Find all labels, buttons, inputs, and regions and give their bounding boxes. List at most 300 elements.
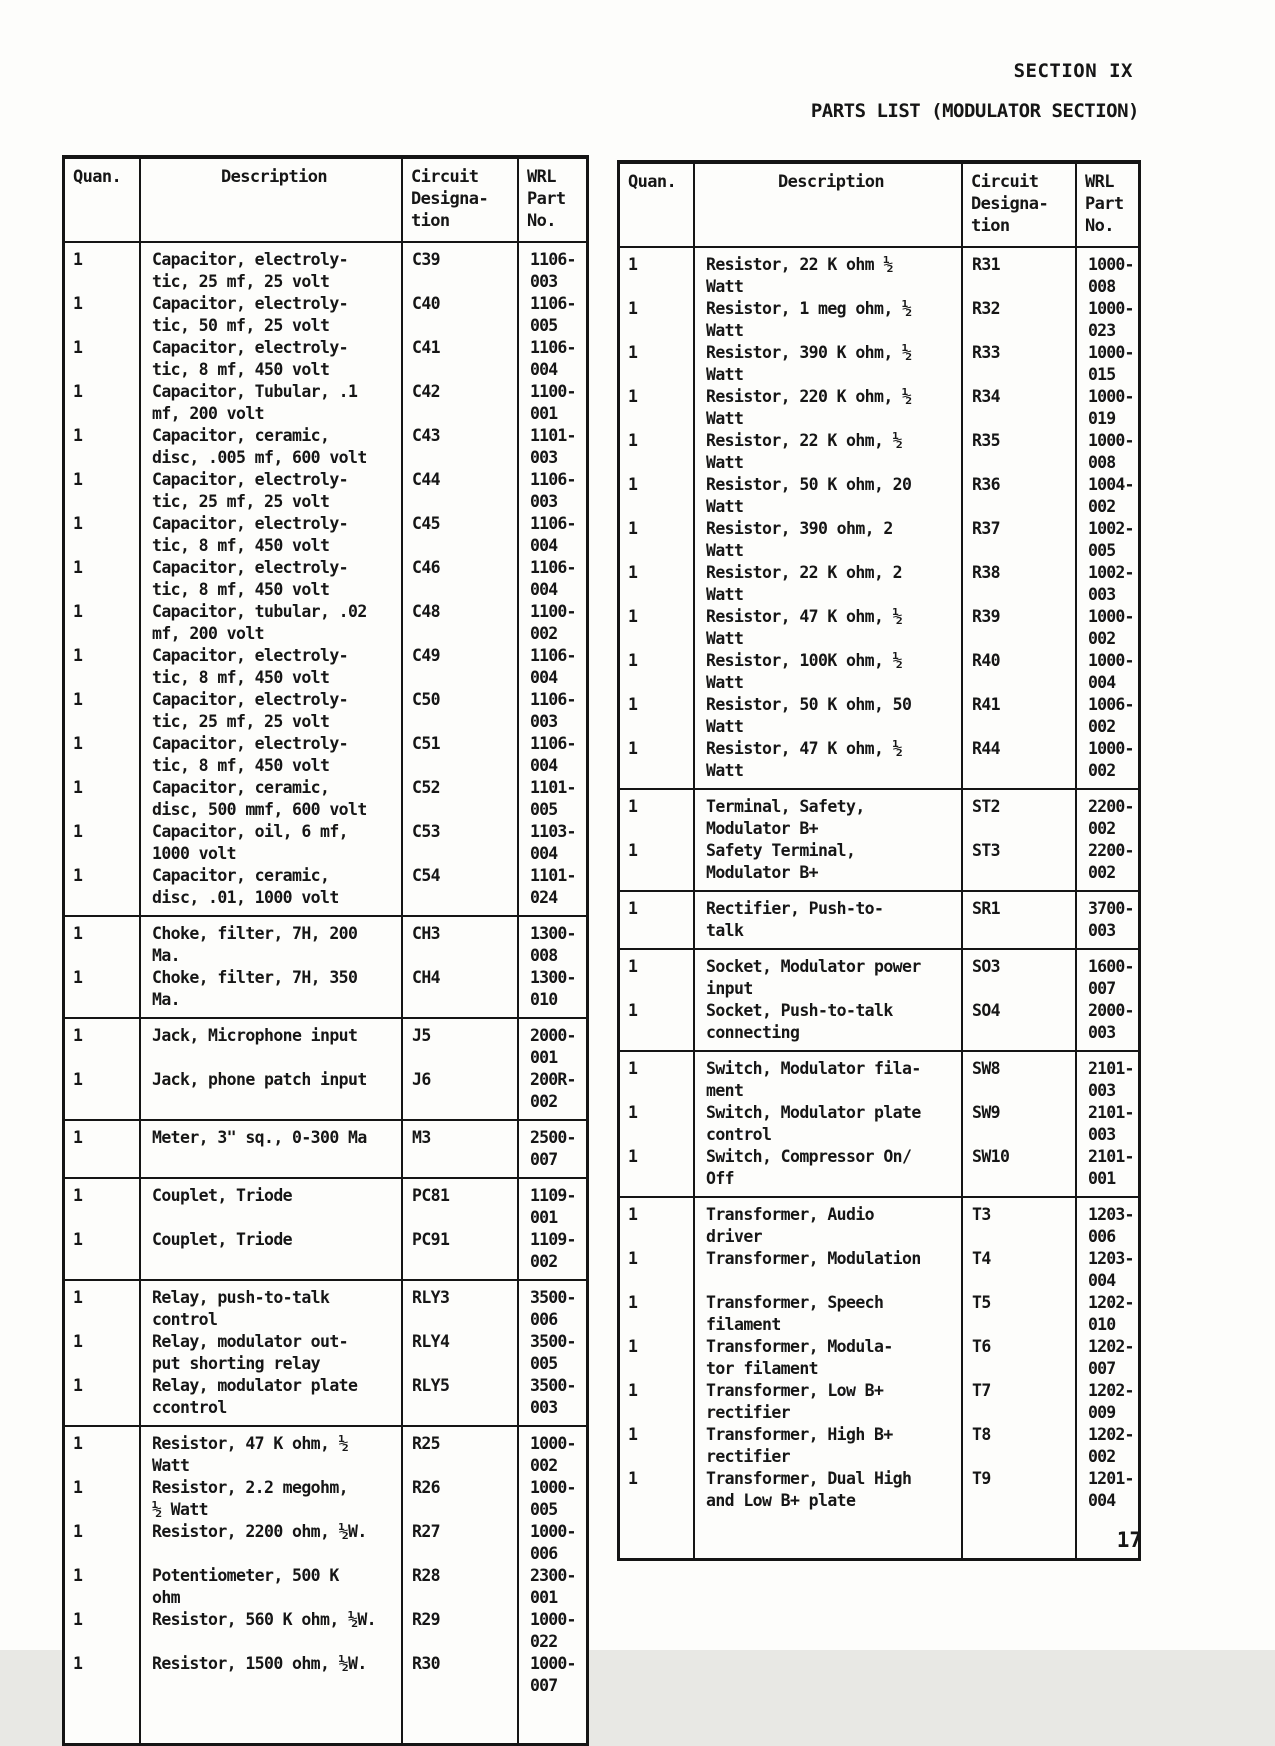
part-number-cell: 1203-006	[1076, 1197, 1140, 1248]
description-cell: Resistor, 1 meg ohm, ½ Watt	[694, 298, 962, 342]
parts-group	[64, 1120, 588, 1178]
quantity-cell: 1	[628, 797, 638, 816]
table-row	[64, 645, 588, 689]
parts-group	[619, 1051, 1140, 1197]
circuit-designation-cell: SO4	[962, 1000, 1076, 1051]
description-cell: Switch, Modulator fila- ment	[694, 1051, 962, 1102]
table-row	[64, 1375, 588, 1426]
circuit-designation-cell: T9	[962, 1468, 1076, 1560]
column-header-circuit-designation: Circuit Designa- tion	[402, 157, 518, 242]
part-number-cell: 1000-002	[1076, 606, 1140, 650]
table-row	[619, 949, 1140, 1000]
description-cell: Resistor, 100K ohm, ½ Watt	[694, 650, 962, 694]
circuit-designation-cell: R33	[962, 342, 1076, 386]
quantity-cell: 1	[628, 1425, 638, 1444]
quantity-cell: 1	[628, 651, 638, 670]
table-row	[64, 967, 588, 1018]
description-cell: Resistor, 47 K ohm, ½ Watt	[694, 606, 962, 650]
circuit-designation-cell: R31	[962, 247, 1076, 298]
quantity-cell: 1	[628, 1337, 638, 1356]
quantity-cell: 1	[73, 382, 83, 401]
quantity-cell: 1	[628, 299, 638, 318]
circuit-designation-cell: C54	[402, 865, 518, 916]
quantity-cell: 1	[73, 426, 83, 445]
circuit-designation-cell: RLY4	[402, 1331, 518, 1375]
description-cell: Safety Terminal, Modulator B+	[694, 840, 962, 891]
circuit-designation-cell: R37	[962, 518, 1076, 562]
part-number-cell: 1106-004	[518, 557, 588, 601]
description-cell: Relay, modulator out- put shorting relay	[140, 1331, 402, 1375]
circuit-designation-cell: R25	[402, 1426, 518, 1477]
table-row	[619, 840, 1140, 891]
circuit-designation-cell: J5	[402, 1018, 518, 1069]
part-number-cell: 3500-006	[518, 1280, 588, 1331]
section-title: SECTION IX	[1013, 60, 1133, 82]
circuit-designation-cell: R35	[962, 430, 1076, 474]
circuit-designation-cell: J6	[402, 1069, 518, 1120]
quantity-cell: 1	[73, 1522, 83, 1541]
part-number-cell: 1106-003	[518, 689, 588, 733]
description-cell: Resistor, 47 K ohm, ½ Watt	[140, 1426, 402, 1477]
quantity-cell: 1	[628, 841, 638, 860]
quantity-cell: 1	[73, 690, 83, 709]
table-row	[619, 1000, 1140, 1051]
part-number-cell: 2101-003	[1076, 1051, 1140, 1102]
part-number-cell: 200R-002	[518, 1069, 588, 1120]
circuit-designation-cell: R29	[402, 1609, 518, 1653]
circuit-designation-cell: R40	[962, 650, 1076, 694]
table-row	[619, 1292, 1140, 1336]
part-number-cell: 1000-008	[1076, 247, 1140, 298]
description-cell: Capacitor, ceramic, disc, .005 mf, 600 volt	[140, 425, 402, 469]
column-header-circuit-designation: Circuit Designa- tion	[962, 162, 1076, 247]
description-cell: Jack, Microphone input	[140, 1018, 402, 1069]
table-row	[619, 474, 1140, 518]
quantity-cell: 1	[73, 1610, 83, 1629]
quantity-cell: 1	[628, 563, 638, 582]
part-number-cell: 1202-010	[1076, 1292, 1140, 1336]
part-number-cell: 2200-002	[1076, 789, 1140, 840]
circuit-designation-cell: T6	[962, 1336, 1076, 1380]
parts-list-title: PARTS LIST (MODULATOR SECTION)	[810, 100, 1139, 122]
part-number-cell: 1101-003	[518, 425, 588, 469]
circuit-designation-cell: RLY5	[402, 1375, 518, 1426]
table-row	[619, 738, 1140, 789]
circuit-designation-cell: CH3	[402, 916, 518, 967]
circuit-designation-cell: ST2	[962, 789, 1076, 840]
circuit-designation-cell: C43	[402, 425, 518, 469]
table-row	[64, 1477, 588, 1521]
table-row	[619, 247, 1140, 298]
circuit-designation-cell: SO3	[962, 949, 1076, 1000]
table-row	[619, 1424, 1140, 1468]
table-row	[619, 1468, 1140, 1560]
circuit-designation-cell: CH4	[402, 967, 518, 1018]
quantity-cell: 1	[73, 470, 83, 489]
table-row	[64, 1120, 588, 1178]
column-header-wrl-part-no: WRL Part No.	[518, 157, 588, 242]
circuit-designation-cell: C46	[402, 557, 518, 601]
circuit-designation-cell: C40	[402, 293, 518, 337]
table-row	[64, 1229, 588, 1280]
table-row	[64, 557, 588, 601]
quantity-cell: 1	[73, 1434, 83, 1453]
description-cell: Resistor, 50 K ohm, 20 Watt	[694, 474, 962, 518]
part-number-cell: 1106-004	[518, 733, 588, 777]
part-number-cell: 1109-002	[518, 1229, 588, 1280]
circuit-designation-cell: R32	[962, 298, 1076, 342]
circuit-designation-cell: SW10	[962, 1146, 1076, 1197]
description-cell: Jack, phone patch input	[140, 1069, 402, 1120]
table-row	[619, 891, 1140, 949]
part-number-cell: 1000-015	[1076, 342, 1140, 386]
table-row	[619, 342, 1140, 386]
table-row	[64, 381, 588, 425]
part-number-cell: 2000-001	[518, 1018, 588, 1069]
part-number-cell: 1101-005	[518, 777, 588, 821]
description-cell: Relay, modulator plate ccontrol	[140, 1375, 402, 1426]
description-cell: Resistor, 390 K ohm, ½ Watt	[694, 342, 962, 386]
part-number-cell: 2300-001	[518, 1565, 588, 1609]
column-header-quan: Quan.	[64, 157, 141, 242]
circuit-designation-cell: C48	[402, 601, 518, 645]
table-row	[64, 1609, 588, 1653]
circuit-designation-cell: R34	[962, 386, 1076, 430]
table-row	[64, 1331, 588, 1375]
table-row	[64, 513, 588, 557]
description-cell: Resistor, 2.2 megohm, ½ Watt	[140, 1477, 402, 1521]
table-row	[619, 650, 1140, 694]
circuit-designation-cell: T8	[962, 1424, 1076, 1468]
part-number-cell: 1201-004	[1076, 1468, 1140, 1560]
description-cell: Transformer, Modulation	[694, 1248, 962, 1292]
quantity-cell: 1	[73, 1128, 83, 1147]
description-cell: Resistor, 22 K ohm, ½ Watt	[694, 430, 962, 474]
part-number-cell: 1000-006	[518, 1521, 588, 1565]
table-row	[64, 1069, 588, 1120]
quantity-cell: 1	[73, 1654, 83, 1673]
description-cell: Transformer, High B+ rectifier	[694, 1424, 962, 1468]
table-row	[64, 1426, 588, 1477]
description-cell: Rectifier, Push-to- talk	[694, 891, 962, 949]
part-number-cell: 1000-023	[1076, 298, 1140, 342]
table-row	[64, 821, 588, 865]
quantity-cell: 1	[628, 1205, 638, 1224]
circuit-designation-cell: C41	[402, 337, 518, 381]
description-cell: Resistor, 2200 ohm, ½W.	[140, 1521, 402, 1565]
column-header-wrl-part-no: WRL Part No.	[1076, 162, 1140, 247]
description-cell: Capacitor, oil, 6 mf, 1000 volt	[140, 821, 402, 865]
quantity-cell: 1	[73, 1478, 83, 1497]
part-number-cell: 1103-004	[518, 821, 588, 865]
quantity-cell: 1	[628, 1103, 638, 1122]
part-number-cell: 1600-007	[1076, 949, 1140, 1000]
header-row	[619, 162, 1140, 247]
circuit-designation-cell: R41	[962, 694, 1076, 738]
description-cell: Terminal, Safety, Modulator B+	[694, 789, 962, 840]
description-cell: Choke, filter, 7H, 200 Ma.	[140, 916, 402, 967]
description-cell: Capacitor, electroly- tic, 8 mf, 450 volt	[140, 557, 402, 601]
parts-group	[619, 247, 1140, 789]
circuit-designation-cell: SW8	[962, 1051, 1076, 1102]
table-row	[619, 606, 1140, 650]
description-cell: Capacitor, electroly- tic, 25 mf, 25 volt	[140, 689, 402, 733]
table-row	[64, 689, 588, 733]
table-row	[64, 242, 588, 293]
parts-table-left	[62, 155, 589, 1746]
description-cell: Socket, Push-to-talk connecting	[694, 1000, 962, 1051]
quantity-cell: 1	[73, 294, 83, 313]
part-number-cell: 1000-002	[518, 1426, 588, 1477]
quantity-cell: 1	[628, 431, 638, 450]
description-cell: Capacitor, electroly- tic, 25 mf, 25 volt	[140, 242, 402, 293]
part-number-cell: 2500-007	[518, 1120, 588, 1178]
description-cell: Relay, push-to-talk control	[140, 1280, 402, 1331]
table-row	[64, 1565, 588, 1609]
table-row	[619, 298, 1140, 342]
parts-group	[619, 891, 1140, 949]
part-number-cell: 1006-002	[1076, 694, 1140, 738]
part-number-cell: 1203-004	[1076, 1248, 1140, 1292]
description-cell: Switch, Modulator plate control	[694, 1102, 962, 1146]
part-number-cell: 2101-001	[1076, 1146, 1140, 1197]
circuit-designation-cell: R36	[962, 474, 1076, 518]
description-cell: Resistor, 47 K ohm, ½ Watt	[694, 738, 962, 789]
description-cell: Capacitor, ceramic, disc, .01, 1000 volt	[140, 865, 402, 916]
description-cell: Resistor, 220 K ohm, ½ Watt	[694, 386, 962, 430]
circuit-designation-cell: RLY3	[402, 1280, 518, 1331]
part-number-cell: 1202-007	[1076, 1336, 1140, 1380]
description-cell: Resistor, 560 K ohm, ½W.	[140, 1609, 402, 1653]
table-row	[619, 1197, 1140, 1248]
quantity-cell: 1	[628, 695, 638, 714]
header-row	[64, 157, 588, 242]
description-cell: Socket, Modulator power input	[694, 949, 962, 1000]
table-row	[64, 469, 588, 513]
quantity-cell: 1	[628, 1059, 638, 1078]
description-cell: Switch, Compressor On/ Off	[694, 1146, 962, 1197]
parts-group	[64, 1426, 588, 1745]
part-number-cell: 3500-005	[518, 1331, 588, 1375]
quantity-cell: 1	[73, 602, 83, 621]
quantity-cell: 1	[73, 646, 83, 665]
description-cell: Resistor, 50 K ohm, 50 Watt	[694, 694, 962, 738]
quantity-cell: 1	[73, 734, 83, 753]
quantity-cell: 1	[628, 739, 638, 758]
circuit-designation-cell: C53	[402, 821, 518, 865]
description-cell: Transformer, Audio driver	[694, 1197, 962, 1248]
circuit-designation-cell: R39	[962, 606, 1076, 650]
table-row	[64, 337, 588, 381]
part-number-cell: 1106-004	[518, 337, 588, 381]
quantity-cell: 1	[628, 387, 638, 406]
description-cell: Resistor, 1500 ohm, ½W.	[140, 1653, 402, 1745]
description-cell: Transformer, Low B+ rectifier	[694, 1380, 962, 1424]
quantity-cell: 1	[73, 1070, 83, 1089]
part-number-cell: 1000-002	[1076, 738, 1140, 789]
circuit-designation-cell: T4	[962, 1248, 1076, 1292]
part-number-cell: 1000-005	[518, 1477, 588, 1521]
quantity-cell: 1	[628, 519, 638, 538]
circuit-designation-cell: C44	[402, 469, 518, 513]
circuit-designation-cell: C45	[402, 513, 518, 557]
circuit-designation-cell: C39	[402, 242, 518, 293]
table-row	[619, 1248, 1140, 1292]
table-row	[64, 1280, 588, 1331]
description-cell: Meter, 3" sq., 0-300 Ma	[140, 1120, 402, 1178]
circuit-designation-cell: SR1	[962, 891, 1076, 949]
quantity-cell: 1	[73, 1186, 83, 1205]
part-number-cell: 1000-019	[1076, 386, 1140, 430]
table-row	[64, 916, 588, 967]
parts-table-right	[617, 160, 1141, 1561]
table-row	[64, 777, 588, 821]
circuit-designation-cell: R28	[402, 1565, 518, 1609]
quantity-cell: 1	[628, 607, 638, 626]
description-cell: Choke, filter, 7H, 350 Ma.	[140, 967, 402, 1018]
part-number-cell: 2000-003	[1076, 1000, 1140, 1051]
circuit-designation-cell: C51	[402, 733, 518, 777]
table-row	[619, 386, 1140, 430]
part-number-cell: 1106-003	[518, 242, 588, 293]
table-header	[619, 162, 1140, 247]
table-row	[619, 789, 1140, 840]
table-row	[64, 733, 588, 777]
part-number-cell: 3500-003	[518, 1375, 588, 1426]
table-row	[619, 1102, 1140, 1146]
parts-group	[64, 1018, 588, 1120]
table-row	[64, 865, 588, 916]
part-number-cell: 2101-003	[1076, 1102, 1140, 1146]
quantity-cell: 1	[73, 1376, 83, 1395]
circuit-designation-cell: T5	[962, 1292, 1076, 1336]
part-number-cell: 1000-004	[1076, 650, 1140, 694]
part-number-cell: 1106-004	[518, 645, 588, 689]
circuit-designation-cell: R38	[962, 562, 1076, 606]
part-number-cell: 1106-004	[518, 513, 588, 557]
quantity-cell: 1	[628, 1381, 638, 1400]
part-number-cell: 1000-022	[518, 1609, 588, 1653]
table-row	[619, 1336, 1140, 1380]
quantity-cell: 1	[628, 255, 638, 274]
part-number-cell: 1101-024	[518, 865, 588, 916]
quantity-cell: 1	[73, 1566, 83, 1585]
quantity-cell: 1	[628, 1469, 638, 1488]
circuit-designation-cell: R26	[402, 1477, 518, 1521]
part-number-cell: 1202-002	[1076, 1424, 1140, 1468]
circuit-designation-cell: R27	[402, 1521, 518, 1565]
table-row	[619, 518, 1140, 562]
part-number-cell: 1002-005	[1076, 518, 1140, 562]
table-row	[64, 1653, 588, 1745]
quantity-cell: 1	[628, 1147, 638, 1166]
quantity-cell: 1	[73, 968, 83, 987]
part-number-cell: 1106-003	[518, 469, 588, 513]
description-cell: Couplet, Triode	[140, 1229, 402, 1280]
column-header-description: Description	[140, 157, 402, 242]
description-cell: Capacitor, Tubular, .1 mf, 200 volt	[140, 381, 402, 425]
part-number-cell: 1100-001	[518, 381, 588, 425]
quantity-cell: 1	[73, 778, 83, 797]
description-cell: Capacitor, electroly- tic, 50 mf, 25 volt	[140, 293, 402, 337]
part-number-cell: 1109-001	[518, 1178, 588, 1229]
quantity-cell: 1	[628, 343, 638, 362]
description-cell: Resistor, 22 K ohm, 2 Watt	[694, 562, 962, 606]
circuit-designation-cell: R30	[402, 1653, 518, 1745]
part-number-cell: 1202-009	[1076, 1380, 1140, 1424]
quantity-cell: 1	[628, 1293, 638, 1312]
quantity-cell: 1	[73, 250, 83, 269]
circuit-designation-cell: T3	[962, 1197, 1076, 1248]
table-row	[64, 1018, 588, 1069]
description-cell: Resistor, 22 K ohm ½ Watt	[694, 247, 962, 298]
part-number-cell: 2200-002	[1076, 840, 1140, 891]
table-row	[619, 562, 1140, 606]
quantity-cell: 1	[628, 899, 638, 918]
circuit-designation-cell: M3	[402, 1120, 518, 1178]
description-cell: Resistor, 390 ohm, 2 Watt	[694, 518, 962, 562]
table-row	[619, 694, 1140, 738]
description-cell: Capacitor, tubular, .02 mf, 200 volt	[140, 601, 402, 645]
description-cell: Transformer, Speech filament	[694, 1292, 962, 1336]
circuit-designation-cell: ST3	[962, 840, 1076, 891]
description-cell: Transformer, Modula- tor filament	[694, 1336, 962, 1380]
circuit-designation-cell: C52	[402, 777, 518, 821]
part-number-cell: 1300-008	[518, 916, 588, 967]
description-cell: Capacitor, electroly- tic, 8 mf, 450 volt	[140, 733, 402, 777]
description-cell: Capacitor, electroly- tic, 8 mf, 450 volt	[140, 513, 402, 557]
circuit-designation-cell: C49	[402, 645, 518, 689]
circuit-designation-cell: R44	[962, 738, 1076, 789]
parts-group	[64, 916, 588, 1018]
page-number: 17	[1116, 1528, 1142, 1552]
quantity-cell: 1	[73, 1230, 83, 1249]
description-cell: Transformer, Dual High and Low B+ plate	[694, 1468, 962, 1560]
parts-group	[619, 1197, 1140, 1560]
part-number-cell: 3700-003	[1076, 891, 1140, 949]
circuit-designation-cell: PC81	[402, 1178, 518, 1229]
part-number-cell: 1000-007	[518, 1653, 588, 1745]
parts-group	[64, 242, 588, 916]
table-row	[619, 1146, 1140, 1197]
quantity-cell: 1	[628, 957, 638, 976]
table-row	[64, 293, 588, 337]
table-row	[619, 1051, 1140, 1102]
quantity-cell: 1	[73, 924, 83, 943]
quantity-cell: 1	[73, 338, 83, 357]
part-number-cell: 1004-002	[1076, 474, 1140, 518]
quantity-cell: 1	[73, 1332, 83, 1351]
table-row	[619, 430, 1140, 474]
table-row	[64, 425, 588, 469]
parts-group	[64, 1280, 588, 1426]
parts-group	[619, 949, 1140, 1051]
quantity-cell: 1	[73, 822, 83, 841]
quantity-cell: 1	[73, 558, 83, 577]
quantity-cell: 1	[73, 514, 83, 533]
circuit-designation-cell: SW9	[962, 1102, 1076, 1146]
part-number-cell: 1002-003	[1076, 562, 1140, 606]
part-number-cell: 1100-002	[518, 601, 588, 645]
circuit-designation-cell: C42	[402, 381, 518, 425]
quantity-cell: 1	[628, 1249, 638, 1268]
part-number-cell: 1000-008	[1076, 430, 1140, 474]
column-header-quan: Quan.	[619, 162, 695, 247]
description-cell: Potentiometer, 500 K ohm	[140, 1565, 402, 1609]
description-cell: Capacitor, electroly- tic, 8 mf, 450 volt	[140, 645, 402, 689]
parts-group	[619, 789, 1140, 891]
column-header-description: Description	[694, 162, 962, 247]
